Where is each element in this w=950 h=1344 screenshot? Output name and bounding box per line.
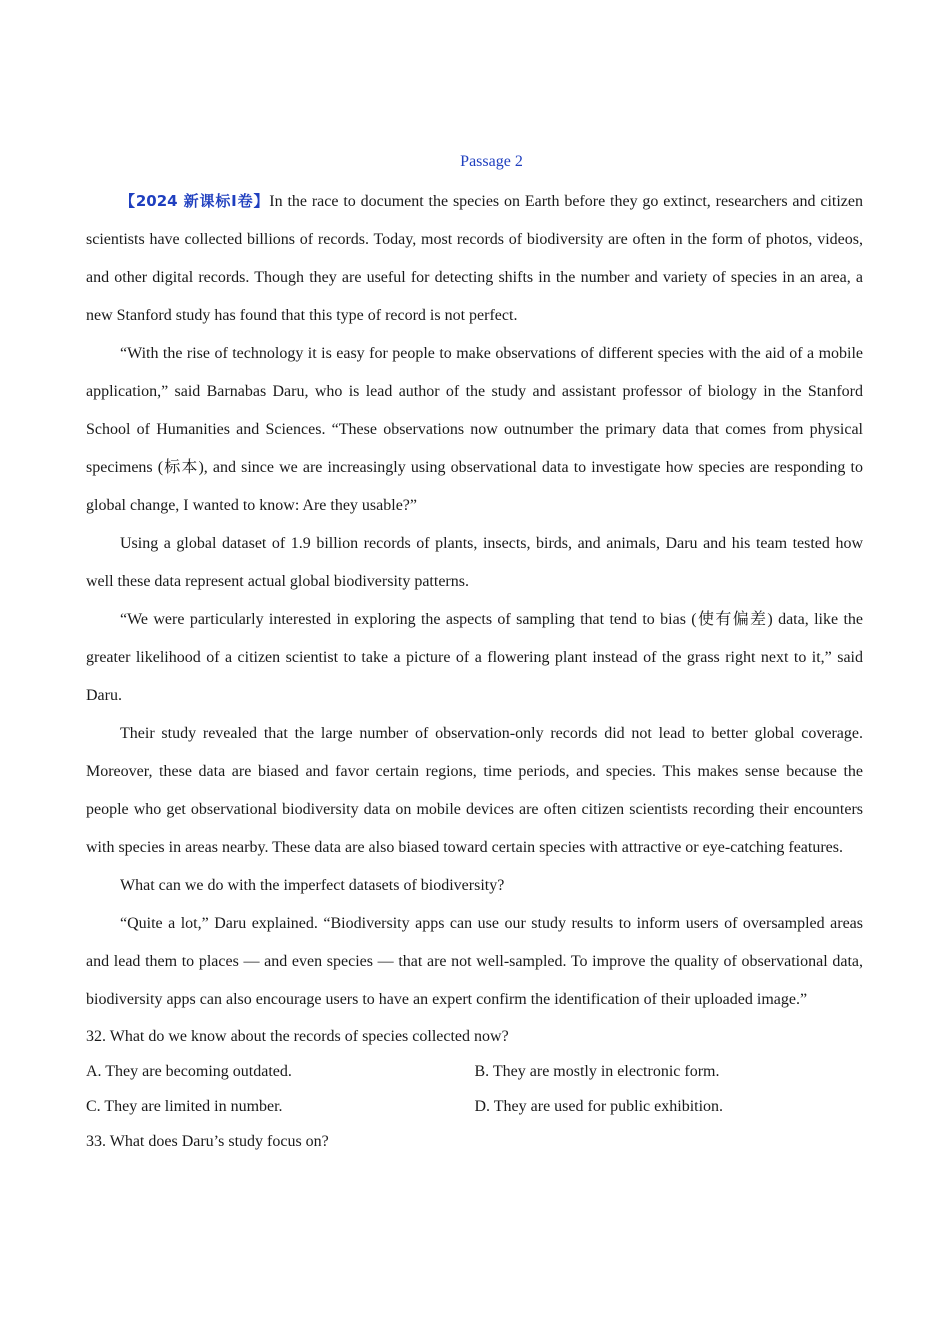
question-32-options-row-2 xyxy=(86,1089,863,1124)
passage-title: Passage 2 xyxy=(460,153,523,170)
paragraph-6: What can we do with the imperfect datasets of biodiversity? xyxy=(120,877,505,894)
source-tag: 【2024 新课标Ⅰ卷】 xyxy=(120,192,270,210)
question-32-stem: 32. What do we know about the records of species collected now? xyxy=(86,1028,509,1045)
option-b: B. They are mostly in electronic form. xyxy=(474,1063,720,1080)
option-a: A. They are becoming outdated. xyxy=(86,1063,292,1080)
paragraph-7: “Quite a lot,” Daru explained. “Biodiversity apps can use our study results to inform users of oversampled areas and lead them to places — and even species — that are not well-sampled. To improve the quality of observational data, biodiversity apps can also encourage users to have an expert confirm the identification of their uploaded image.” xyxy=(86,915,863,1008)
option-c: C. They are limited in number. xyxy=(86,1098,283,1115)
question-32-options-row-1 xyxy=(86,1054,863,1089)
paragraph-1-text: In the race to document the species on Earth before they go extinct, researchers and citizen scientists have collected billions of records. Today, most records of biodiversity are often in the form of photos, videos, and other digital records. Though they are useful for detecting shifts in the number and variety of species in an area, a new Stanford study has found that this type of record is not perfect. xyxy=(86,193,864,324)
paragraph-3: Using a global dataset of 1.9 billion records of plants, insects, birds, and animals, Daru and his team tested how well these data represent actual global biodiversity patterns. xyxy=(86,535,863,590)
paragraph-4: “We were particularly interested in exploring the aspects of sampling that tend to bias (使有偏差) data, like the greater likelihood of a citizen scientist to take a picture of a flowering plant instead of the grass right next to it,” said Daru. xyxy=(86,611,863,704)
option-d: D. They are used for public exhibition. xyxy=(474,1098,724,1115)
paragraph-1 xyxy=(86,182,863,335)
paragraph-5: Their study revealed that the large number of observation-only records did not lead to better global coverage. Moreover, these data are biased and favor certain regions, time periods, and species. This makes sense because the people who get observational biodiversity data on mobile devices are often citizen scientists recording their encounters with species in areas nearby. These data are also biased toward certain species with attractive or eye-catching features. xyxy=(86,725,863,856)
question-33-stem: 33. What does Daru’s study focus on? xyxy=(86,1133,329,1150)
document-page xyxy=(86,148,863,1159)
paragraph-2: “With the rise of technology it is easy for people to make observations of different species with the aid of a mobile application,” said Barnabas Daru, who is lead author of the study and assistant professor of biology in the Stanford School of Humanities and Sciences. “These observations now outnumber the primary data that comes from physical specimens (标本), and since we are increasingly using observational data to investigate how species are responding to global change, I wanted to know: Are they usable?” xyxy=(86,345,863,514)
